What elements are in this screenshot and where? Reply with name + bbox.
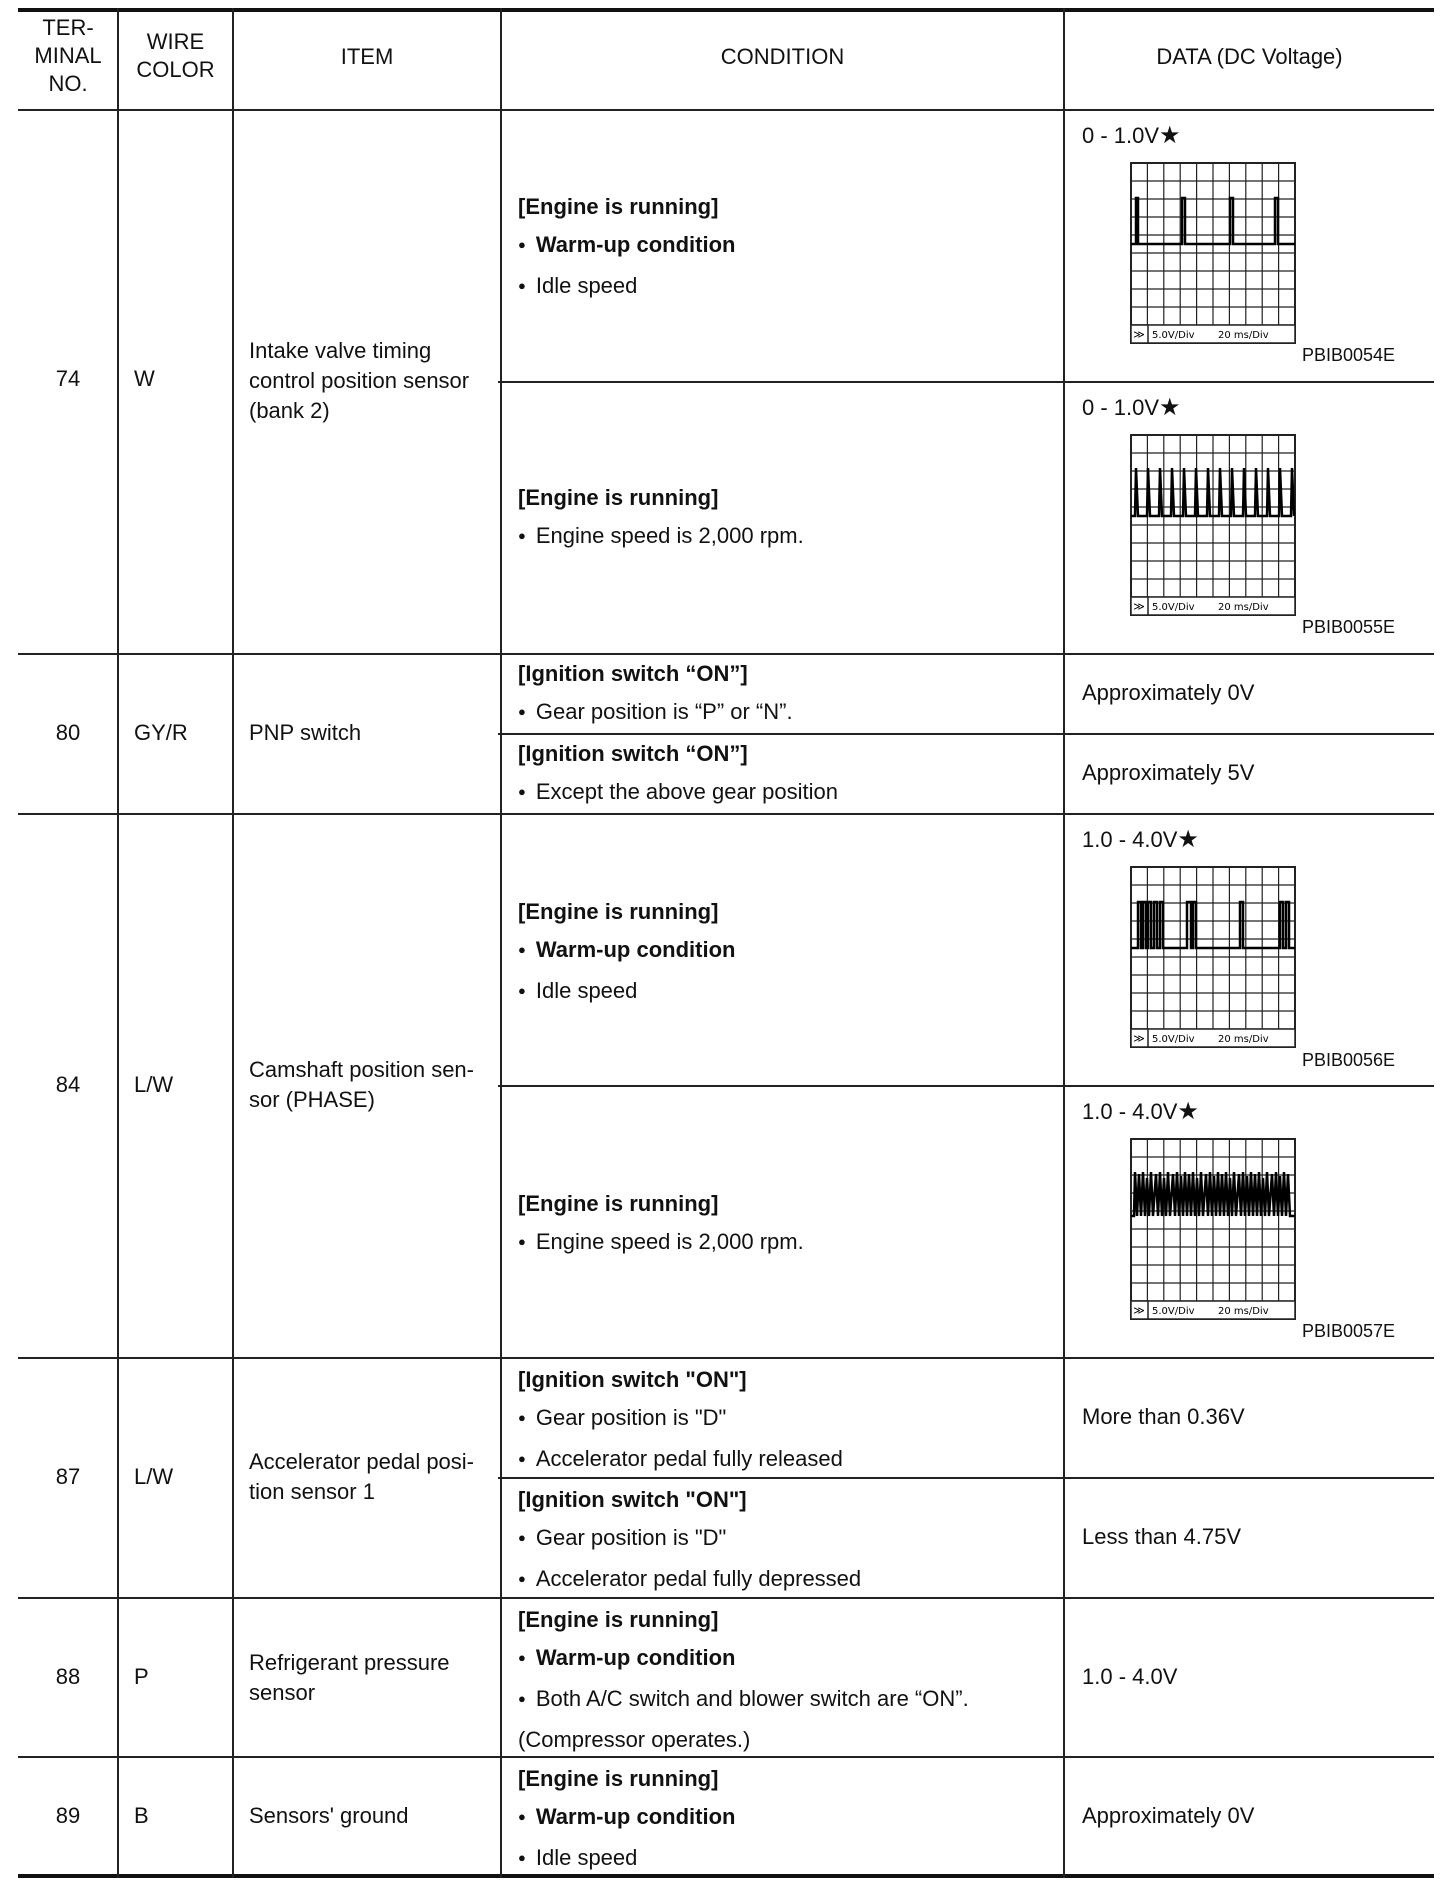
row-84-split-line bbox=[498, 1085, 1434, 1087]
scope-time: 20 ms/Div bbox=[1218, 1034, 1269, 1045]
voltage-value bbox=[1082, 826, 1199, 854]
voltage-value: Approximately 0V bbox=[1082, 680, 1255, 705]
scope-svg bbox=[1130, 434, 1300, 616]
condition-bullet: ● Gear position is “P” or “N”. bbox=[518, 693, 793, 734]
header-terminal-line: NO. bbox=[48, 71, 88, 96]
condition-header: [Engine is running] bbox=[518, 899, 719, 924]
terminal-number: 87 bbox=[55, 1464, 81, 1489]
scope-svg bbox=[1130, 162, 1300, 344]
scope-mark: ≫ bbox=[1133, 600, 1145, 613]
oscilloscope-waveform bbox=[1130, 434, 1300, 621]
condition-bullet: ● Warm-up condition bbox=[518, 1798, 735, 1839]
figure-id: PBIB0057E bbox=[1302, 1321, 1396, 1341]
wire-color: P bbox=[134, 1664, 149, 1689]
oscilloscope-waveform bbox=[1130, 162, 1300, 349]
condition-bullet: ● Warm-up condition bbox=[518, 226, 735, 267]
figure-id: PBIB0056E bbox=[1302, 1050, 1396, 1070]
oscilloscope-waveform bbox=[1130, 866, 1300, 1053]
voltage-value: Less than 4.75V bbox=[1082, 1524, 1242, 1549]
voltage-text: 1.0 - 4.0V bbox=[1082, 1099, 1178, 1124]
voltage-value: 1.0 - 4.0V bbox=[1082, 1664, 1178, 1689]
condition-block bbox=[518, 1760, 735, 1880]
header-item: ITEM bbox=[340, 44, 394, 69]
scope-scale: 5.0V/Div bbox=[1152, 1034, 1195, 1045]
terminal-number: 74 bbox=[55, 366, 81, 391]
row-74-split-line bbox=[498, 381, 1434, 383]
scope-scale: 5.0V/Div bbox=[1152, 602, 1195, 613]
figure-id: PBIB0054E bbox=[1302, 345, 1396, 365]
condition-header: [Ignition switch “ON”] bbox=[518, 661, 748, 686]
condition-bullet: ● Except the above gear position bbox=[518, 773, 838, 814]
wire-color: B bbox=[134, 1803, 149, 1828]
voltage-value: Approximately 0V bbox=[1082, 1803, 1255, 1828]
item-line: Refrigerant pressure bbox=[249, 1650, 450, 1675]
condition-block bbox=[518, 735, 838, 814]
condition-bullet: ● Warm-up condition bbox=[518, 1639, 969, 1680]
wire-color: W bbox=[134, 366, 155, 391]
item-line: (bank 2) bbox=[249, 398, 330, 423]
item-name bbox=[249, 1648, 450, 1708]
figure-id: PBIB0055E bbox=[1302, 617, 1396, 637]
item-line: Intake valve timing bbox=[249, 338, 432, 363]
condition-header: [Engine is running] bbox=[518, 1191, 719, 1216]
star-icon: ★ bbox=[1159, 122, 1181, 149]
item-line: Camshaft position sen- bbox=[249, 1057, 474, 1082]
item-line: tion sensor 1 bbox=[249, 1479, 375, 1504]
condition-bullet: ● Accelerator pedal fully depressed bbox=[518, 1560, 861, 1601]
scope-scale: 5.0V/Div bbox=[1152, 330, 1195, 341]
item-name bbox=[249, 336, 469, 426]
terminal-number: 89 bbox=[55, 1803, 81, 1828]
scope-time: 20 ms/Div bbox=[1218, 330, 1269, 341]
scope-mark: ≫ bbox=[1133, 1304, 1145, 1317]
condition-block bbox=[518, 1481, 861, 1601]
condition-block bbox=[518, 1601, 969, 1759]
scope-mark: ≫ bbox=[1133, 328, 1145, 341]
col-line-1 bbox=[117, 8, 119, 1878]
wire-color: GY/R bbox=[134, 720, 188, 745]
star-icon: ★ bbox=[1159, 394, 1181, 421]
condition-block bbox=[518, 1185, 804, 1264]
condition-bullet: ● Both A/C switch and blower switch are “ON”. bbox=[518, 1680, 969, 1721]
condition-header: [Engine is running] bbox=[518, 1607, 719, 1632]
voltage-text: 0 - 1.0V bbox=[1082, 395, 1160, 420]
scope-svg bbox=[1130, 866, 1300, 1048]
terminal-number: 84 bbox=[55, 1072, 81, 1097]
condition-header: [Engine is running] bbox=[518, 1766, 719, 1791]
wire-color: L/W bbox=[134, 1464, 174, 1489]
voltage-text: 0 - 1.0V bbox=[1082, 123, 1160, 148]
condition-block bbox=[518, 188, 735, 308]
terminal-number: 80 bbox=[55, 720, 81, 745]
col-line-4 bbox=[1063, 8, 1065, 1878]
header-terminal-line: TER- bbox=[42, 15, 94, 40]
condition-bullet: ● Warm-up condition bbox=[518, 931, 735, 972]
condition-header: [Ignition switch "ON"] bbox=[518, 1367, 747, 1392]
scope-time: 20 ms/Div bbox=[1218, 1306, 1269, 1317]
voltage-text: 1.0 - 4.0V bbox=[1082, 827, 1178, 852]
condition-bullet: ● Idle speed bbox=[518, 972, 735, 1013]
condition-bullet: ● Engine speed is 2,000 rpm. bbox=[518, 1223, 804, 1264]
scope-time: 20 ms/Div bbox=[1218, 602, 1269, 613]
condition-bullet: ● Engine speed is 2,000 rpm. bbox=[518, 517, 804, 558]
scope-mark: ≫ bbox=[1133, 1032, 1145, 1045]
voltage-value bbox=[1082, 122, 1181, 150]
row-84-bottom-line bbox=[18, 1357, 1434, 1359]
header-data: DATA (DC Voltage) bbox=[1156, 44, 1343, 69]
scope-scale: 5.0V/Div bbox=[1152, 1306, 1195, 1317]
item-name bbox=[249, 1055, 474, 1115]
header-wire-color bbox=[119, 28, 232, 84]
condition-header: [Engine is running] bbox=[518, 485, 719, 510]
condition-block bbox=[518, 893, 735, 1013]
wire-color: L/W bbox=[134, 1072, 174, 1097]
item-line: sor (PHASE) bbox=[249, 1087, 375, 1112]
condition-block bbox=[518, 1361, 843, 1481]
item-name: Sensors' ground bbox=[249, 1803, 409, 1828]
condition-note: (Compressor operates.) bbox=[518, 1727, 751, 1752]
star-icon: ★ bbox=[1177, 1098, 1199, 1125]
terminal-number: 88 bbox=[55, 1664, 81, 1689]
condition-bullet: ● Idle speed bbox=[518, 267, 735, 308]
condition-bullet: ● Idle speed bbox=[518, 1839, 735, 1880]
item-line: control position sensor bbox=[249, 368, 470, 393]
condition-block bbox=[518, 479, 804, 558]
condition-bullet: ● Gear position is "D" bbox=[518, 1519, 861, 1560]
oscilloscope-waveform bbox=[1130, 1138, 1300, 1325]
voltage-value: Approximately 5V bbox=[1082, 760, 1255, 785]
condition-bullet: ● Gear position is "D" bbox=[518, 1399, 843, 1440]
star-icon: ★ bbox=[1177, 826, 1199, 853]
condition-header: [Engine is running] bbox=[518, 194, 719, 219]
item-line: Accelerator pedal posi- bbox=[249, 1449, 475, 1474]
condition-bullet: ● Accelerator pedal fully released bbox=[518, 1440, 843, 1481]
voltage-value: More than 0.36V bbox=[1082, 1404, 1245, 1429]
item-name bbox=[249, 1447, 474, 1507]
header-wire-line: COLOR bbox=[136, 57, 215, 82]
header-terminal-line: MINAL bbox=[34, 43, 102, 68]
col-line-3 bbox=[500, 8, 502, 1878]
header-condition: CONDITION bbox=[720, 44, 845, 69]
scope-svg bbox=[1130, 1138, 1300, 1320]
condition-header: [Ignition switch “ON”] bbox=[518, 741, 748, 766]
header-wire-line: WIRE bbox=[146, 29, 205, 54]
col-line-2 bbox=[232, 8, 234, 1878]
condition-block bbox=[518, 655, 793, 734]
header-terminal bbox=[18, 14, 118, 98]
condition-header: [Ignition switch "ON"] bbox=[518, 1487, 747, 1512]
header-bottom-line bbox=[18, 109, 1434, 111]
item-line: sensor bbox=[249, 1680, 316, 1705]
voltage-value bbox=[1082, 1098, 1199, 1126]
item-name: PNP switch bbox=[249, 720, 362, 745]
table-top-border bbox=[18, 8, 1434, 12]
voltage-value bbox=[1082, 394, 1181, 422]
